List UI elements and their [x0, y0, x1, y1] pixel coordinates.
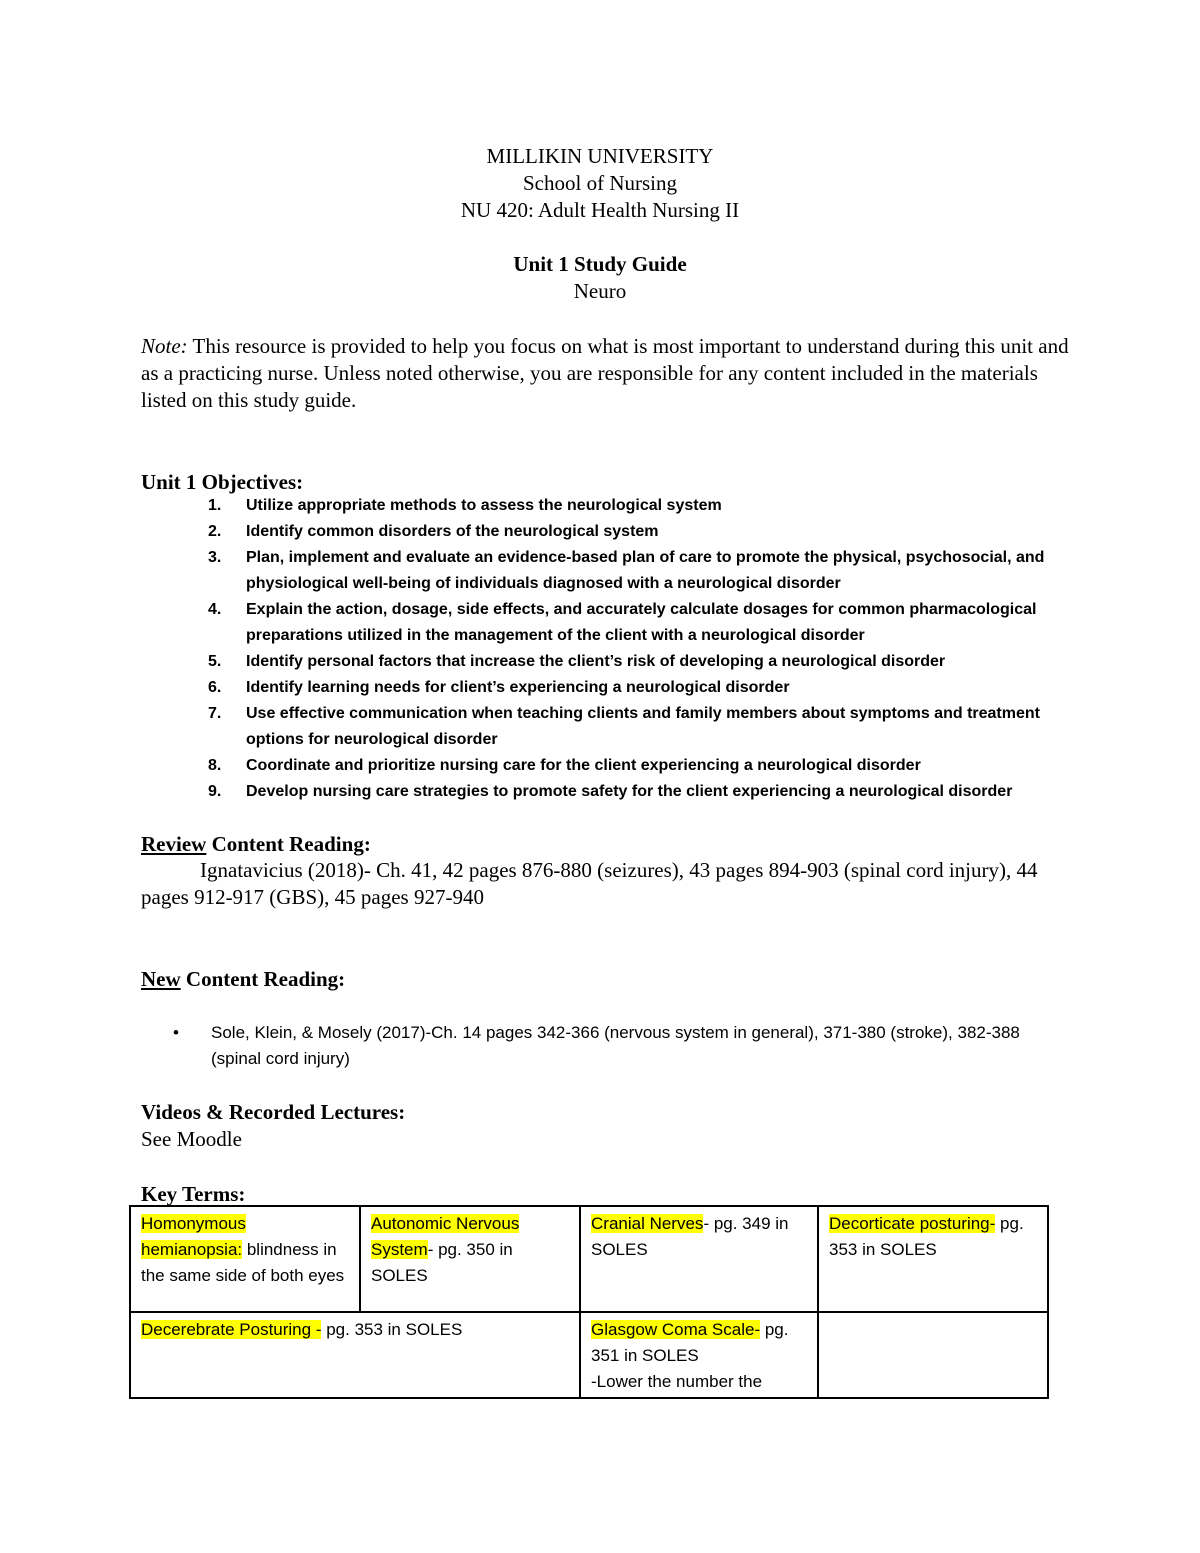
objectives-list [141, 493, 1071, 805]
university-name: MILLIKIN UNIVERSITY [486, 144, 714, 168]
guide-title: Unit 1 Study Guide [513, 252, 687, 276]
objective-item [141, 493, 1071, 519]
bullet-icon: • [173, 1023, 179, 1042]
term-detail: - pg. 350 in SOLES [371, 1240, 513, 1285]
term-cranial-nerves: Cranial Nerves [591, 1214, 704, 1233]
term-glasgow-coma-scale: Glasgow Coma Scale- [591, 1320, 761, 1339]
objective-text: Identify learning needs for client’s experiencing a neurological disorder [246, 679, 790, 696]
key-terms-heading: Key Terms: [141, 1182, 246, 1206]
objective-item [141, 779, 1071, 805]
objective-text: Identify common disorders of the neurological system [246, 523, 659, 540]
objective-number: 2. [208, 523, 222, 540]
table-cell [130, 1312, 580, 1398]
objective-text: Develop nursing care strategies to promote safety for the client experiencing a neurological disorder [246, 783, 1013, 800]
objective-item [141, 701, 1071, 753]
term-decerebrate-posturing: Decerebrate Posturing - [141, 1320, 322, 1339]
term-detail: pg. 353 in SOLES [321, 1320, 463, 1339]
table-row [130, 1312, 1048, 1398]
objective-number: 1. [208, 497, 222, 514]
term-autonomic-nervous-system: Autonomic Nervous System [371, 1214, 520, 1259]
objective-number: 6. [208, 679, 222, 696]
note-paragraph [141, 333, 1071, 414]
term-detail: pg. 351 in SOLES [591, 1320, 789, 1365]
review-heading-rest: Content Reading: [206, 832, 371, 856]
term-detail: blindness in the same side of both eyes [141, 1240, 345, 1285]
table-cell [580, 1206, 818, 1312]
key-terms-table [129, 1205, 1049, 1399]
note-text: This resource is provided to help you focus on what is most important to understand during this unit and as a practicing nurse. Unless noted otherwise, you are responsible for any content included in the materials listed on this study guide. [141, 334, 1069, 412]
objective-number: 5. [208, 653, 222, 670]
objective-number: 4. [208, 601, 222, 618]
objective-text: Coordinate and prioritize nursing care for the client experiencing a neurological disorder [246, 757, 921, 774]
new-content-text: Sole, Klein, & Mosely (2017)-Ch. 14 pages 342-366 (nervous system in general), 371-380 (stroke), 382-388 (spinal cord injury) [211, 1023, 1020, 1068]
table-cell [130, 1206, 360, 1312]
term-homonymous-hemianopsia: Homonymous hemianopsia: [141, 1214, 246, 1259]
objective-item [141, 545, 1071, 597]
objective-text: Utilize appropriate methods to assess the neurological system [246, 497, 722, 514]
review-heading-underlined: Review [141, 832, 207, 856]
new-content-bullet-item [141, 1020, 1071, 1072]
objective-text: Plan, implement and evaluate an evidence-based plan of care to promote the physical, psychosocial, and physiological well-being of individuals diagnosed with a neurological disorder [246, 549, 1045, 592]
term-detail-continued: -Lower the number the [591, 1372, 763, 1391]
objectives-heading: Unit 1 Objectives: [141, 470, 304, 494]
objective-text: Explain the action, dosage, side effects, and accurately calculate dosages for common pharmacological preparations utilized in the management of the client with a neurological disorder [246, 601, 1037, 644]
objective-item [141, 597, 1071, 649]
review-reading-text: Ignatavicius (2018)- Ch. 41, 42 pages 876-880 (seizures), 43 pages 894-903 (spinal cord injury), 44 pages 912-917 (GBS), 45 pages 927-940 [141, 858, 1038, 909]
objective-number: 8. [208, 757, 222, 774]
table-cell-empty [818, 1312, 1048, 1398]
objective-item [141, 649, 1071, 675]
new-content-heading [141, 966, 345, 993]
new-content-heading-rest: Content Reading: [180, 967, 346, 991]
term-detail-highlight: - [989, 1214, 996, 1233]
objective-number: 3. [208, 549, 222, 566]
objective-item [141, 519, 1071, 545]
topic: Neuro [573, 279, 627, 303]
review-heading [141, 831, 371, 858]
objective-number: 7. [208, 705, 222, 722]
table-cell [360, 1206, 580, 1312]
objective-number: 9. [208, 783, 222, 800]
term-detail: pg. 353 in SOLES [829, 1214, 1024, 1259]
table-cell [818, 1206, 1048, 1312]
videos-heading: Videos & Recorded Lectures: [141, 1100, 406, 1124]
new-content-heading-underlined: New [141, 967, 181, 991]
term-detail: - pg. 349 in SOLES [591, 1214, 789, 1259]
objective-text: Identify personal factors that increase the client’s risk of developing a neurological disorder [246, 653, 946, 670]
objective-text: Use effective communication when teaching clients and family members about symptoms and treatment options for neurological disorder [246, 705, 1040, 748]
objective-item [141, 675, 1071, 701]
videos-text: See Moodle [141, 1127, 242, 1151]
term-decorticate-posturing: Decorticate posturing [829, 1214, 990, 1233]
table-cell [580, 1312, 818, 1398]
note-label: Note: [141, 334, 188, 358]
school-name: School of Nursing [523, 171, 677, 195]
course-title: NU 420: Adult Health Nursing II [460, 198, 740, 222]
objective-item [141, 753, 1071, 779]
table-row [130, 1206, 1048, 1312]
